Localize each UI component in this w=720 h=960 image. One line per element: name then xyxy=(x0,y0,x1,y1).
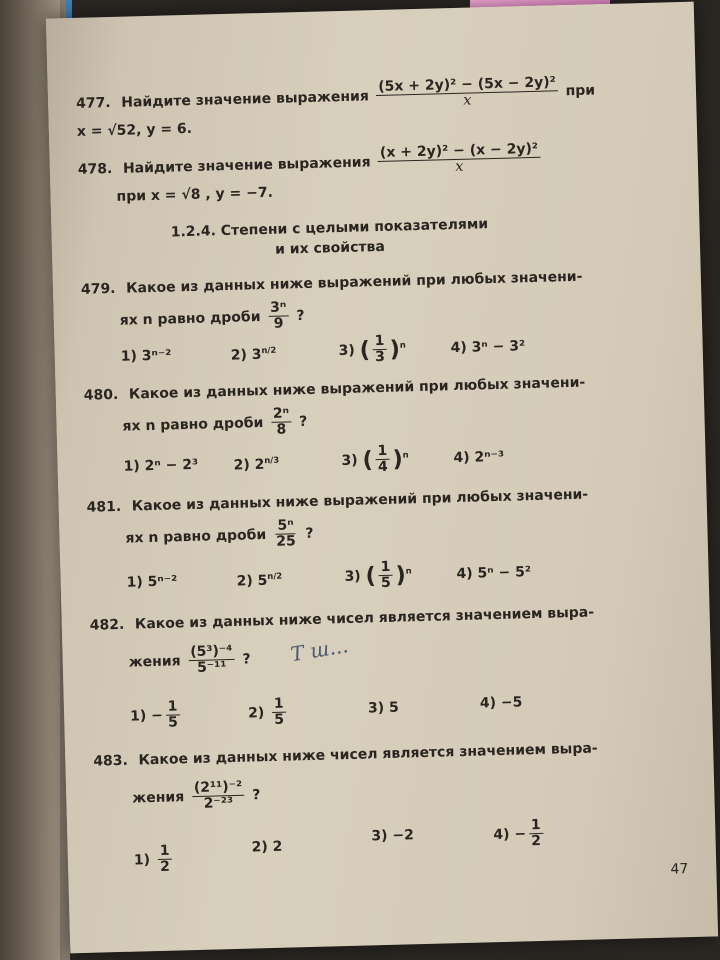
problem-482-line2: жения $\frac{\text{(5³)⁻⁴}}{\text{5⁻¹¹}}$ ? xyxy=(128,642,251,677)
problem-479-line2: ях n равно дроби $\frac{\text{3ⁿ}}{9}$ ? xyxy=(119,299,305,333)
problem-482: 482. Какое из данных ниже чисел является значением выра- xyxy=(89,604,595,634)
problem-482-options: 1) − $\frac{1}{5}$ 2) $\frac{1}{5}$ 3) 5 4) −5 xyxy=(129,694,523,732)
problem-479: 479. Какое из данных ниже выражений при любых значени- xyxy=(80,268,583,298)
problem-483: 483. Какое из данных ниже чисел является значением выра- xyxy=(93,740,598,770)
book-page xyxy=(46,2,718,954)
problem-480: 480. Какое из данных ниже выражений при любых значени- xyxy=(83,374,586,404)
page-content xyxy=(75,73,636,876)
handwritten-note: Т ш... xyxy=(288,633,350,667)
problem-481: 481. Какое из данных ниже выражений при любых значени- xyxy=(86,486,589,516)
problem-480-line2: ях n равно дроби $\frac{\text{2ⁿ}}{8}$ ? xyxy=(122,405,308,439)
problem-479-options: 1) 3ⁿ⁻² 2) $3^{n/2}$ 3) ( $\frac{1}{3}$ )$^n$ 4) 3ⁿ − 3² xyxy=(120,332,526,366)
problem-478: 478. Найдите значение выражения $\frac{\text{(x + 2y)² − (x − 2y)²}}{x}$ xyxy=(77,142,543,187)
section-heading: 1.2.4. Степени с целыми показателями и их свойства xyxy=(170,216,489,258)
problem-483-line2: жения $\frac{\text{(2¹¹)⁻²}}{\text{2⁻²³}}$ ? xyxy=(132,778,261,813)
fraction: $\frac{\text{(5x + 2y)² − (5x − 2y)²}}{x}$ xyxy=(376,75,558,112)
fraction: $\frac{\text{(x + 2y)² − (x − 2y)²}}{x}$ xyxy=(378,142,541,179)
problem-477: 477. Найдите значение выражения $\frac{\text{(5x + 2y)² − (5x − 2y)²}}{x}$ при xyxy=(75,74,596,113)
problem-480-options: 1) 2ⁿ − 2³ 2) $2^{n/3}$ 3) ( $\frac{1}{4}$ )$^n$ 4) 2ⁿ⁻³ xyxy=(123,442,505,476)
problem-481-line2: ях n равно дроби $\frac{\text{5ⁿ}}{25}$ ? xyxy=(125,517,314,551)
page-number: 47 xyxy=(670,861,689,878)
problem-477-condition: x = √52, y = 6. xyxy=(76,120,193,140)
problem-481-options: 1) 5ⁿ⁻² 2) $5^{n/2}$ 3) ( $\frac{1}{5}$ )$^n$ 4) 5ⁿ − 5² xyxy=(126,558,532,592)
problem-478-condition: при x = √8 , y = −7. xyxy=(116,184,274,205)
problem-483-options: 1) $\frac{1}{2}$ 2) 2 3) −2 4) − $\frac{1}{2}$ xyxy=(133,816,542,876)
